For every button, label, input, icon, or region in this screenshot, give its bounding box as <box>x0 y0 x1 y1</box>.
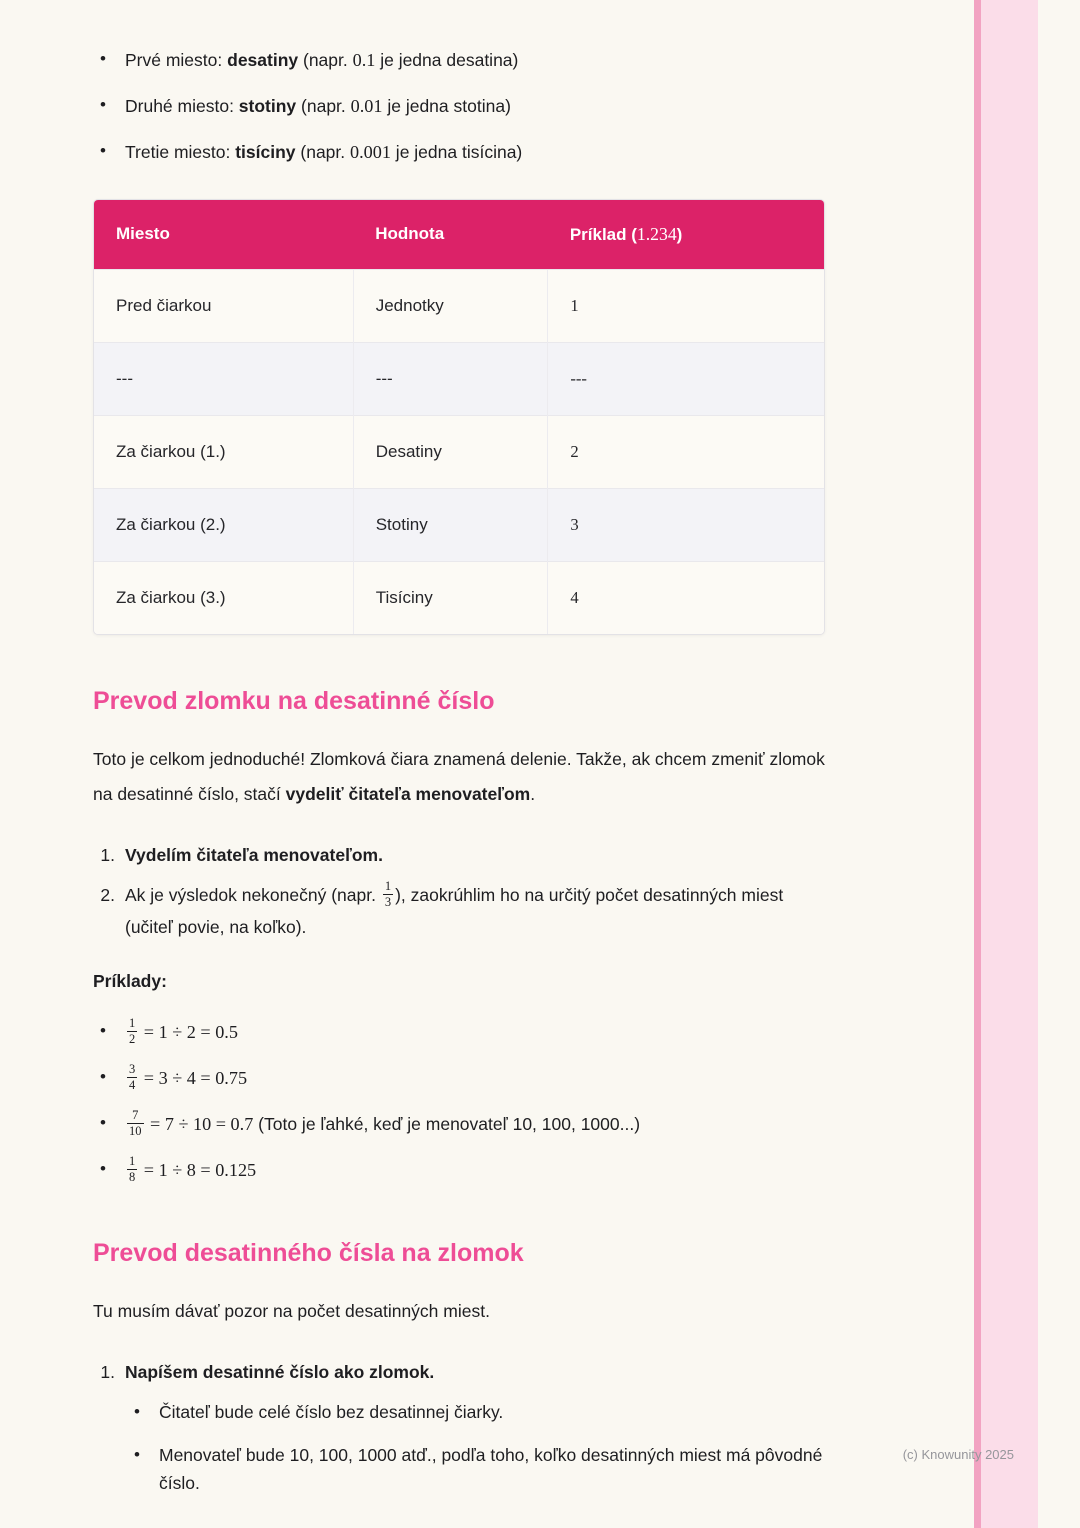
table-row <box>94 342 824 415</box>
table-row <box>94 488 824 561</box>
table-cell: 1 <box>548 269 824 342</box>
inline-math: 0.01 <box>350 96 383 117</box>
list-item-text: Tretie miesto: tisíciny (napr. 0.001 je jedna tisícina) <box>125 142 523 163</box>
list-item-text: Čitateľ bude celé číslo bez desatinnej čiarky. <box>159 1402 504 1423</box>
list-item <box>93 92 835 120</box>
numbered-item <box>93 880 835 943</box>
table-cell: --- <box>94 342 353 415</box>
table-cell: Za čiarkou (2.) <box>94 488 353 561</box>
section1-paragraph: Toto je celkom jednoduché! Zlomková čiara znamená delenie. Takže, ak chcem zmeniť zlomok na desatinné číslo, stačí vydeliť čitateľa menovateľom. <box>93 748 825 804</box>
section-title-fraction-to-decimal: Prevod zlomku na desatinné číslo <box>93 686 495 715</box>
section2-paragraph: Tu musím dávať pozor na počet desatinných miest. <box>93 1300 490 1321</box>
inline-fraction: $\frac{1}{3}$ <box>384 879 392 910</box>
section2-steps <box>93 1357 835 1497</box>
numbered-item-text <box>125 840 383 871</box>
list-item-text: Druhé miesto: stotiny (napr. 0.01 je jedna stotina) <box>125 96 511 117</box>
list-item <box>93 46 835 74</box>
bold-text: vydeliť čitateľa menovateľom <box>285 783 531 804</box>
list-item <box>93 1015 835 1049</box>
bullet-icon: • <box>100 1158 106 1178</box>
item-number: 1. <box>100 844 115 865</box>
numbered-item-text: Ak je výsledok nekonečný (napr. $\frac{1}{3}$ ), zaokrúhlim ho na určitý počet desatinných miest (učiteľ povie, na koľko). <box>125 879 784 938</box>
inline-math: = 1 ÷ 8 = 0.125 <box>139 1159 257 1180</box>
table-cell: 2 <box>548 415 824 488</box>
bullet-icon: • <box>100 1020 106 1040</box>
bold-text: tisíciny <box>235 142 296 163</box>
list-item <box>127 1399 835 1426</box>
inline-fraction: $\frac{1}{8}$ <box>129 1153 136 1184</box>
list-item <box>93 1153 835 1187</box>
place-value-list <box>93 46 835 167</box>
table-cell: --- <box>548 342 824 415</box>
table-cell: Tisíciny <box>353 561 548 634</box>
numbered-item <box>93 1357 835 1388</box>
table-header-cell: Hodnota <box>353 200 548 270</box>
list-item <box>93 138 835 166</box>
section1-steps <box>93 840 835 943</box>
table-cell: Za čiarkou (3.) <box>94 561 353 634</box>
bullet-icon: • <box>100 95 106 115</box>
bullet-icon: • <box>134 1402 140 1422</box>
inline-fraction: $\frac{7}{10}$ <box>129 1107 142 1138</box>
table-cell: 3 <box>548 488 824 561</box>
inline-math: 1.234 <box>636 223 677 244</box>
table-cell: Stotiny <box>353 488 548 561</box>
place-value-table <box>93 199 825 635</box>
table-cell: 4 <box>548 561 824 634</box>
item-number: 1. <box>100 1361 115 1382</box>
table-header-row <box>94 200 824 270</box>
right-stripe-line <box>974 0 981 1528</box>
inline-math: 0.001 <box>350 142 391 163</box>
item-number: 2. <box>100 885 115 906</box>
bullet-icon: • <box>100 141 106 161</box>
copyright-credit: (c) Knowunity 2025 <box>902 1447 1014 1462</box>
list-item <box>127 1442 835 1496</box>
list-item-text: Menovateľ bude 10, 100, 1000 atď., podľa toho, koľko desatinných miest má pôvodné číslo. <box>159 1445 823 1493</box>
example-text <box>125 1061 248 1095</box>
bullet-icon: • <box>100 49 106 68</box>
table-row <box>94 561 824 634</box>
bold-text: desatiny <box>227 50 299 70</box>
right-stripe-band <box>981 0 1038 1528</box>
bold-text: Vydelím čitateľa menovateľom. <box>125 844 383 865</box>
inline-math: = 3 ÷ 4 = 0.75 <box>139 1067 248 1088</box>
table-cell: Jednotky <box>353 269 548 342</box>
bullet-icon: • <box>100 1112 106 1132</box>
example-text <box>125 1153 257 1187</box>
table-row <box>94 415 824 488</box>
table-cell: Za čiarkou (1.) <box>94 415 353 488</box>
table-row <box>94 269 824 342</box>
list-item <box>93 1061 835 1095</box>
table-header-cell: Miesto <box>94 200 353 270</box>
inline-fraction: $\frac{3}{4}$ <box>129 1061 136 1092</box>
table-cell: --- <box>353 342 548 415</box>
numbered-item <box>93 840 835 871</box>
list-item-text: Prvé miesto: desatiny (napr. 0.1 je jedna desatina) <box>125 50 519 70</box>
table-cell: Desatiny <box>353 415 548 488</box>
list-item <box>93 1107 835 1141</box>
inline-fraction: $\frac{1}{2}$ <box>129 1015 136 1046</box>
inline-math: = 7 ÷ 10 = 0.7 <box>145 1113 254 1134</box>
bold-text: Napíšem desatinné číslo ako zlomok. <box>125 1361 435 1382</box>
bullet-icon: • <box>134 1445 140 1465</box>
section2-sub-bullets <box>127 1399 835 1496</box>
table-header-cell: Príklad (1.234) <box>548 200 824 270</box>
examples-label: Príklady: <box>93 970 167 991</box>
inline-math: = 1 ÷ 2 = 0.5 <box>139 1021 238 1042</box>
bold-text: stotiny <box>238 96 297 117</box>
bullet-icon: • <box>100 1066 106 1086</box>
example-text: $\frac{7}{10}$ = 7 ÷ 10 = 0.7 (Toto je ľahké, keď je menovateľ 10, 100, 1000...) <box>129 1107 641 1138</box>
document-content <box>93 46 835 1513</box>
inline-math: 0.1 <box>352 50 376 70</box>
numbered-item-text <box>125 1357 434 1388</box>
example-text <box>125 1015 238 1049</box>
fraction-examples-list <box>93 1015 835 1187</box>
table-cell: Pred čiarkou <box>94 269 353 342</box>
section-title-decimal-to-fraction: Prevod desatinného čísla na zlomok <box>93 1238 524 1267</box>
